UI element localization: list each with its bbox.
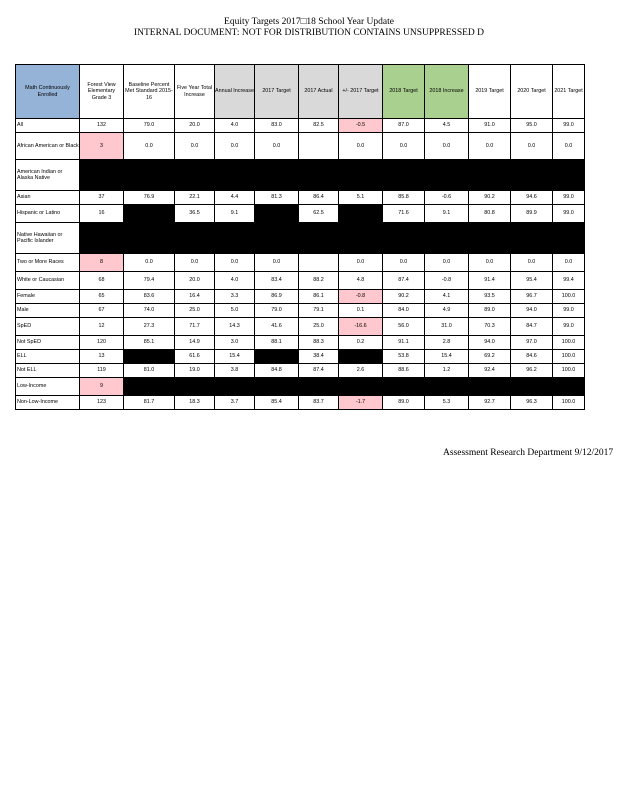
table-cell: 79.4 [124, 272, 175, 290]
row-label: Hispanic or Latino [16, 205, 80, 223]
row-label: Not ELL [16, 364, 80, 378]
table-row [16, 378, 585, 396]
table-row [16, 350, 585, 364]
table-cell: 0.0 [339, 254, 383, 272]
table-cell: 61.6 [175, 350, 215, 364]
row-label: ELL [16, 350, 80, 364]
table-cell: 100.0 [553, 364, 585, 378]
report-subtitle: INTERNAL DOCUMENT: NOT FOR DISTRIBUTION CONTAINS UNSUPPRESSED D [133, 28, 485, 38]
table-cell: 5.0 [215, 304, 255, 318]
table-cell: 22.1 [175, 191, 215, 205]
table-cell: 14.3 [215, 318, 255, 336]
table-cell: -1.7 [339, 396, 383, 410]
row-label: American Indian or Alaska Native [16, 160, 80, 191]
col-header-count: Forest View Elementary Grade 3 [80, 65, 124, 119]
table-cell: 91.0 [469, 119, 511, 133]
col-header-five-year: Five Year Total Increase [175, 65, 215, 119]
table-cell: 79.0 [124, 119, 175, 133]
header-row [16, 65, 585, 119]
table-cell: 18.3 [175, 396, 215, 410]
table-cell: 15.4 [215, 350, 255, 364]
table-cell: 100.0 [553, 336, 585, 350]
table-cell: 16.4 [175, 290, 215, 304]
suppressed-cell [255, 205, 299, 223]
table-cell: 91.1 [383, 336, 425, 350]
table-cell: 79.0 [255, 304, 299, 318]
row-label: Not SpED [16, 336, 80, 350]
table-cell: 3 [80, 133, 124, 160]
table-cell: 83.4 [255, 272, 299, 290]
table-cell: 0.0 [469, 254, 511, 272]
table-cell: 91.4 [469, 272, 511, 290]
table-cell: -0.8 [425, 272, 469, 290]
row-label: Asian [16, 191, 80, 205]
table-cell: 87.0 [383, 119, 425, 133]
col-header-2017-actual: 2017 Actual [299, 65, 339, 119]
table-cell: 13 [80, 350, 124, 364]
table-cell: 20.0 [175, 119, 215, 133]
table-cell: 0.0 [124, 254, 175, 272]
table-cell: 89.0 [469, 304, 511, 318]
table-cell: 79.1 [299, 304, 339, 318]
col-header-subgroup: Math Continuously Enrolled [16, 65, 80, 119]
table-cell: 8 [80, 254, 124, 272]
row-label: Low-Income [16, 378, 80, 396]
table-cell: 96.7 [511, 290, 553, 304]
table-cell: 92.4 [469, 364, 511, 378]
table-cell: 37 [80, 191, 124, 205]
table-cell: 56.0 [383, 318, 425, 336]
table-cell: 4.0 [215, 119, 255, 133]
suppressed-cell [255, 350, 299, 364]
row-label: African American or Black [16, 133, 80, 160]
table-cell: 96.3 [511, 396, 553, 410]
table-cell: 93.5 [469, 290, 511, 304]
table-row [16, 396, 585, 410]
table-cell: 2.8 [425, 336, 469, 350]
table-cell: 119 [80, 364, 124, 378]
table-row [16, 364, 585, 378]
table-cell: -16.6 [339, 318, 383, 336]
col-header-2017-target: 2017 Target [255, 65, 299, 119]
table-cell: 86.1 [299, 290, 339, 304]
table-cell: 4.5 [425, 119, 469, 133]
table-cell: 81.0 [124, 364, 175, 378]
col-header-annual-increase: Annual Increase [215, 65, 255, 119]
suppressed-cell [124, 378, 585, 396]
table-cell: 62.5 [299, 205, 339, 223]
col-header-2018-target: 2018 Target [383, 65, 425, 119]
table-cell: 3.3 [215, 290, 255, 304]
table-cell: 0.0 [255, 133, 299, 160]
table-cell: 31.0 [425, 318, 469, 336]
table-cell: 70.3 [469, 318, 511, 336]
table-cell: 0.0 [339, 133, 383, 160]
table-cell: 89.0 [383, 396, 425, 410]
table-cell: 25.0 [299, 318, 339, 336]
equity-targets-table [15, 64, 585, 410]
table-cell: 84.6 [511, 350, 553, 364]
table-cell: 0.0 [175, 254, 215, 272]
table-cell: 5.1 [339, 191, 383, 205]
table-cell: 9.1 [215, 205, 255, 223]
table-cell: 9.1 [425, 205, 469, 223]
table-cell: 3.7 [215, 396, 255, 410]
table-cell: 20.0 [175, 272, 215, 290]
table-row [16, 318, 585, 336]
table-cell: 94.0 [511, 304, 553, 318]
table-row [16, 336, 585, 350]
table-cell: 3.8 [215, 364, 255, 378]
table-cell: 90.2 [383, 290, 425, 304]
table-cell: 71.6 [383, 205, 425, 223]
table-cell: 0.0 [215, 133, 255, 160]
table-row [16, 304, 585, 318]
suppressed-cell [80, 160, 585, 191]
table-cell: 67 [80, 304, 124, 318]
table-cell: 83.6 [124, 290, 175, 304]
table-cell: 86.4 [299, 191, 339, 205]
suppressed-cell [339, 205, 383, 223]
table-cell: 92.7 [469, 396, 511, 410]
table-cell: 97.0 [511, 336, 553, 350]
table-cell: 41.6 [255, 318, 299, 336]
table-cell: 4.4 [215, 191, 255, 205]
table-row [16, 223, 585, 254]
table-cell: 99.0 [553, 318, 585, 336]
table-cell: 88.3 [299, 336, 339, 350]
table-cell: 83.7 [299, 396, 339, 410]
row-label: Two or More Races [16, 254, 80, 272]
table-row [16, 205, 585, 223]
table-cell: 84.8 [255, 364, 299, 378]
table-cell: 84.0 [383, 304, 425, 318]
table-cell: 94.6 [511, 191, 553, 205]
table-cell: 99.0 [553, 205, 585, 223]
table-cell: 99.0 [553, 191, 585, 205]
table-cell: 123 [80, 396, 124, 410]
table-cell: 120 [80, 336, 124, 350]
table-cell: 15.4 [425, 350, 469, 364]
table-cell: 99.0 [553, 304, 585, 318]
row-label: SpED [16, 318, 80, 336]
table-cell: 94.0 [469, 336, 511, 350]
col-header-2019-target: 2019 Target [469, 65, 511, 119]
table-cell: 36.5 [175, 205, 215, 223]
table-cell: 82.5 [299, 119, 339, 133]
table-cell: 95.0 [511, 119, 553, 133]
table-cell: 19.0 [175, 364, 215, 378]
row-label: Male [16, 304, 80, 318]
col-header-2020-target: 2020 Target [511, 65, 553, 119]
table-cell: 87.4 [299, 364, 339, 378]
table-row [16, 160, 585, 191]
table-cell: 25.0 [175, 304, 215, 318]
table-cell: 0.0 [511, 133, 553, 160]
table-cell: 83.0 [255, 119, 299, 133]
table-cell: -0.8 [339, 290, 383, 304]
col-header-baseline: Baseline Percent Met Standard 2015-16 [124, 65, 175, 119]
table-cell: 69.2 [469, 350, 511, 364]
col-header-2021-target: 2021 Target [553, 65, 585, 119]
table-cell: 74.0 [124, 304, 175, 318]
suppressed-cell [124, 350, 175, 364]
table-cell: -0.5 [339, 119, 383, 133]
table-cell [299, 254, 339, 272]
report-title: Equity Targets 2017□18 School Year Update [224, 17, 394, 27]
table-cell: 99.0 [553, 119, 585, 133]
table-cell: 81.7 [124, 396, 175, 410]
table-cell: 96.2 [511, 364, 553, 378]
table-cell: 3.0 [215, 336, 255, 350]
table-cell: 0.0 [255, 254, 299, 272]
table-cell: 5.3 [425, 396, 469, 410]
table-row [16, 133, 585, 160]
table-cell: -0.6 [425, 191, 469, 205]
table-cell: 100.0 [553, 350, 585, 364]
table-cell: 4.1 [425, 290, 469, 304]
row-label: White or Caucasian [16, 272, 80, 290]
row-label: Female [16, 290, 80, 304]
table-cell: 85.8 [383, 191, 425, 205]
table-cell: 53.8 [383, 350, 425, 364]
table-cell: 86.9 [255, 290, 299, 304]
table-cell [299, 133, 339, 160]
table-row [16, 254, 585, 272]
table-cell: 0.0 [175, 133, 215, 160]
table-cell: 85.1 [124, 336, 175, 350]
table-row [16, 272, 585, 290]
row-label: All [16, 119, 80, 133]
table-cell: 14.9 [175, 336, 215, 350]
table-cell: 90.2 [469, 191, 511, 205]
table-cell: 88.1 [255, 336, 299, 350]
table-cell: 100.0 [553, 290, 585, 304]
table-cell: 81.3 [255, 191, 299, 205]
table-cell: 0.0 [553, 133, 585, 160]
table-cell: 4.0 [215, 272, 255, 290]
table-cell: 65 [80, 290, 124, 304]
table-cell: 99.4 [553, 272, 585, 290]
row-label: Non-Low-Income [16, 396, 80, 410]
row-label: Native Hawaiian or Pacific Islander [16, 223, 80, 254]
table-cell: 89.9 [511, 205, 553, 223]
table-cell: 85.4 [255, 396, 299, 410]
table-cell: 12 [80, 318, 124, 336]
table-cell: 71.7 [175, 318, 215, 336]
table-cell: 38.4 [299, 350, 339, 364]
table-row [16, 191, 585, 205]
col-header-2018-increase: 2018 Increase [425, 65, 469, 119]
table-cell: 0.0 [383, 254, 425, 272]
table-cell: 0.0 [511, 254, 553, 272]
table-cell: 2.6 [339, 364, 383, 378]
table-cell: 27.3 [124, 318, 175, 336]
table-cell: 0.0 [215, 254, 255, 272]
table-cell: 16 [80, 205, 124, 223]
table-cell: 0.2 [339, 336, 383, 350]
table-cell: 0.0 [124, 133, 175, 160]
table-cell: 1.2 [425, 364, 469, 378]
table-cell: 68 [80, 272, 124, 290]
table-cell: 88.2 [299, 272, 339, 290]
footer-note: Assessment Research Department 9/12/2017 [443, 448, 614, 458]
table-cell: 4.8 [339, 272, 383, 290]
table-cell: 80.8 [469, 205, 511, 223]
table-cell: 76.9 [124, 191, 175, 205]
table-cell: 0.0 [469, 133, 511, 160]
table-cell: 0.0 [425, 133, 469, 160]
table-cell: 0.1 [339, 304, 383, 318]
col-header-2017-diff: +/- 2017 Target [339, 65, 383, 119]
table-cell: 132 [80, 119, 124, 133]
table-cell: 9 [80, 378, 124, 396]
suppressed-cell [339, 350, 383, 364]
table-row [16, 290, 585, 304]
table-cell: 84.7 [511, 318, 553, 336]
table-cell: 0.0 [553, 254, 585, 272]
suppressed-cell [80, 223, 585, 254]
table-cell: 88.6 [383, 364, 425, 378]
table-cell: 0.0 [425, 254, 469, 272]
table-cell: 4.9 [425, 304, 469, 318]
table-cell: 95.4 [511, 272, 553, 290]
suppressed-cell [124, 205, 175, 223]
table-cell: 87.4 [383, 272, 425, 290]
table-row [16, 119, 585, 133]
table-cell: 0.0 [383, 133, 425, 160]
table-cell: 100.0 [553, 396, 585, 410]
